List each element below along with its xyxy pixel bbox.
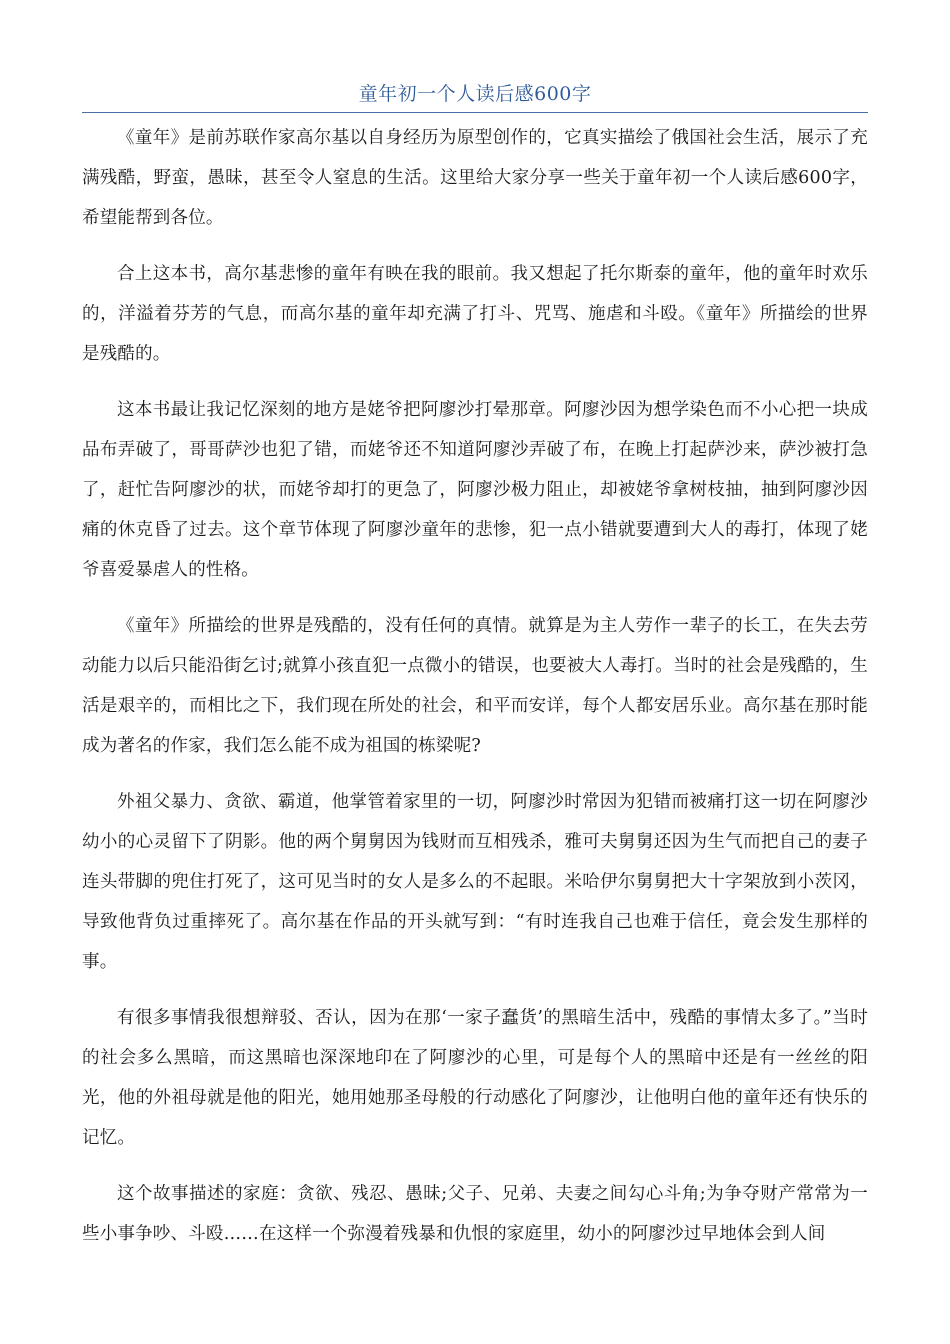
paragraph-family-description: 这个故事描述的家庭：贪欲、残忍、愚昧;父子、兄弟、夫妻之间勾心斗角;为争夺财产常常为一些小事争吵、斗殴……在这样一个弥漫着残暴和仇恨的家庭里，幼小的阿廖沙过早地体会到人间 — [82, 1184, 868, 1244]
paragraph-closing-book: 合上这本书，高尔基悲惨的童年有映在我的眼前。我又想起了托尔斯泰的童年，他的童年时欢乐的，洋溢着芬芳的气息，而高尔基的童年却充满了打斗、咒骂、施虐和斗殴。《童年》所描绘的世界是残酷的。 — [82, 264, 868, 364]
paragraph-grandfather-violence: 外祖父暴力、贪欲、霸道，他掌管着家里的一切，阿廖沙时常因为犯错而被痛打这一切在阿廖沙幼小的心灵留下了阴影。他的两个舅舅因为钱财而互相残杀，雅可夫舅舅还因为生气而把自己的妻子连头带脚的兜住打死了，这可见当时的女人是多么的不起眼。米哈伊尔舅舅把大十字架放到小茨冈，导致他背负过重摔死了。高尔基在作品的开头就写到：“有时连我自己也难于信任，竟会发生那样的事。 — [82, 792, 868, 972]
document-title: 童年初一个人读后感600字 — [358, 83, 592, 105]
paragraph-cruel-world: 《童年》所描绘的世界是残酷的，没有任何的真情。就算是为主人劳作一辈子的长工，在失去劳动能力以后只能沿街乞讨;就算小孩直犯一点微小的错误，也要被大人毒打。当时的社会是残酷的，生活是艰辛的，而相比之下，我们现在所处的社会，和平而安详，每个人都安居乐业。高尔基在那时能成为著名的作家，我们怎么能不成为祖国的栋梁呢? — [82, 616, 868, 756]
paragraph-grandfather-beating: 这本书最让我记忆深刻的地方是姥爷把阿廖沙打晕那章。阿廖沙因为想学染色而不小心把一块成品布弄破了，哥哥萨沙也犯了错，而姥爷还不知道阿廖沙弄破了布，在晚上打起萨沙来，萨沙被打急了，赶忙告阿廖沙的状，而姥爷却打的更急了，阿廖沙极力阻止，却被姥爷拿树枝抽，抽到阿廖沙因痛的休克昏了过去。这个章节体现了阿廖沙童年的悲惨，犯一点小错就要遭到大人的毒打，体现了姥爷喜爱暴虐人的性格。 — [82, 400, 868, 580]
document-body — [82, 118, 868, 1270]
paragraph-darkness-and-light: 有很多事情我很想辩驳、否认，因为在那‘一家子蠢货’的黑暗生活中，残酷的事情太多了。”当时的社会多么黑暗，而这黑暗也深深地印在了阿廖沙的心里，可是每个人的黑暗中还是有一丝丝的阳光，他的外祖母就是他的阳光，她用她那圣母般的行动感化了阿廖沙，让他明白他的童年还有快乐的记忆。 — [82, 1008, 868, 1148]
paragraph-intro: 《童年》是前苏联作家高尔基以自身经历为原型创作的，它真实描绘了俄国社会生活，展示了充满残酷，野蛮，愚昧，甚至令人窒息的生活。这里给大家分享一些关于童年初一个人读后感600字，希望能帮到各位。 — [82, 128, 868, 228]
document-header — [82, 80, 868, 113]
